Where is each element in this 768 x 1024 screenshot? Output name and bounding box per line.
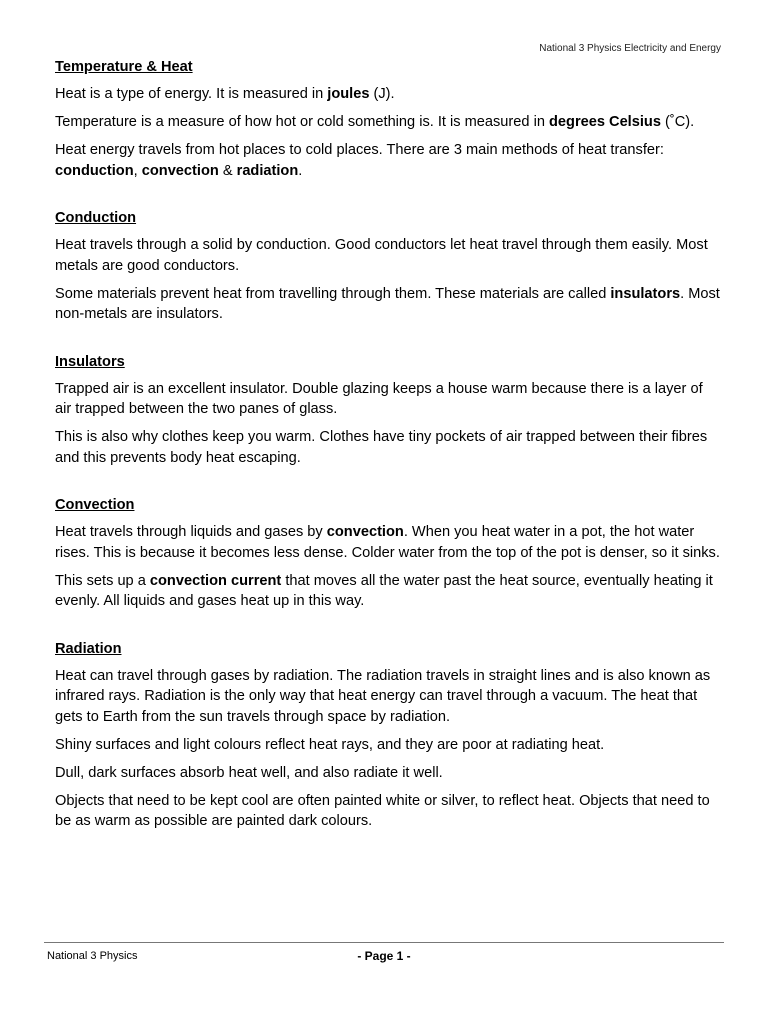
bold-term: convection current bbox=[149, 572, 282, 589]
section-insulators bbox=[55, 352, 720, 469]
document-body bbox=[55, 57, 720, 839]
paragraph: This is also why clothes keep you warm. Clothes have tiny pockets of air trapped between their fibres and this prevents body heat escaping. bbox=[55, 429, 708, 466]
page-number-label: - Page 1 - bbox=[357, 949, 411, 963]
section-heading: Radiation bbox=[55, 640, 122, 657]
text-run: , bbox=[133, 162, 142, 179]
bold-term: degrees Celsius bbox=[549, 114, 661, 130]
paragraph bbox=[55, 284, 720, 325]
text-run: Heat travels through liquids and gases by bbox=[55, 524, 327, 540]
text-run: . bbox=[298, 162, 303, 179]
text-run: (J). bbox=[369, 86, 395, 102]
text-run: Some materials prevent heat from travelling through them. These materials are called bbox=[55, 285, 611, 302]
paragraph bbox=[55, 112, 720, 133]
paragraph bbox=[55, 84, 720, 105]
bold-term: joules bbox=[327, 86, 370, 102]
section-radiation bbox=[55, 639, 720, 832]
paragraph: Dull, dark surfaces absorb heat well, and also radiate it well. bbox=[55, 764, 443, 781]
section-heading: Insulators bbox=[55, 353, 125, 370]
text-run: that moves all the water past the heat source, eventually heating it evenly. All liquids and gases heat up in this way. bbox=[55, 572, 713, 609]
bold-term: radiation bbox=[236, 162, 299, 179]
paragraph: Objects that need to be kept cool are often painted white or silver, to reflect heat. Objects that need to be as warm as possible are painted dark colours. bbox=[55, 792, 710, 829]
text-run: Temperature is a measure of how hot or cold something is. It is measured in bbox=[55, 114, 549, 130]
bold-term: convection bbox=[141, 162, 219, 179]
text-run: & bbox=[218, 162, 237, 179]
paragraph bbox=[55, 571, 720, 612]
section-heading: Temperature & Heat bbox=[55, 59, 193, 75]
section-conduction bbox=[55, 208, 720, 325]
bold-term: conduction bbox=[55, 162, 134, 179]
paragraph: Heat travels through a solid by conduction. Good conductors let heat travel through them easily. Most metals are good conductors. bbox=[55, 237, 708, 274]
paragraph: Shiny surfaces and light colours reflect heat rays, and they are poor at radiating heat. bbox=[55, 736, 605, 753]
paragraph: Trapped air is an excellent insulator. Double glazing keeps a house warm because there is a layer of air trapped between the two panes of glass. bbox=[55, 380, 703, 417]
text-run: . When you heat water in a pot, the hot water rises. This is because it becomes less dense. Colder water from the top of the pot is denser, so it sinks. bbox=[55, 524, 720, 561]
text-run: This sets up a bbox=[55, 572, 150, 589]
section-heading: Conduction bbox=[55, 210, 137, 226]
text-run: (˚C). bbox=[660, 114, 695, 130]
bold-term: insulators bbox=[610, 285, 681, 302]
bold-term: convection bbox=[326, 524, 404, 540]
section-convection bbox=[55, 495, 720, 612]
section-temperature-heat bbox=[55, 57, 720, 181]
paragraph: Heat can travel through gases by radiation. The radiation travels in straight lines and is also known as infrared rays. Radiation is the only way that heat energy can travel through a vacuum. The heat that gets to Earth from the sun travels through space by radiation. bbox=[55, 667, 711, 725]
paragraph bbox=[55, 522, 720, 563]
footer-course-title: National 3 Physics bbox=[47, 950, 138, 962]
text-run: . Most non-metals are insulators. bbox=[55, 285, 720, 322]
section-heading: Convection bbox=[55, 497, 135, 513]
paragraph bbox=[55, 140, 720, 181]
footer-divider bbox=[44, 942, 724, 943]
text-run: Heat is a type of energy. It is measured in bbox=[55, 86, 328, 102]
page-number bbox=[0, 949, 768, 963]
text-run: Heat energy travels from hot places to cold places. There are 3 main methods of heat transfer: bbox=[55, 142, 664, 158]
running-header: National 3 Physics Electricity and Energy bbox=[539, 43, 721, 54]
